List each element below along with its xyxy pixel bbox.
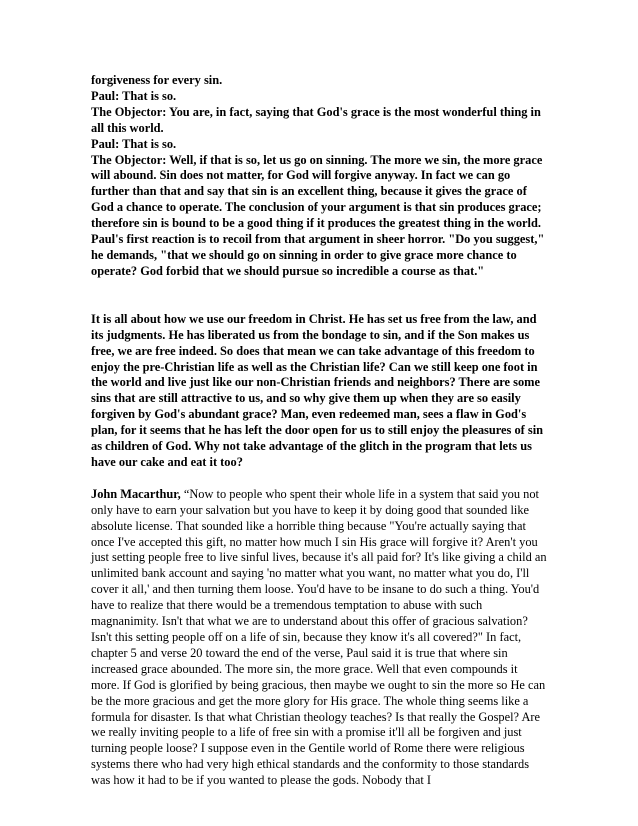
dialogue-line: Paul's first reaction is to recoil from that argument in sheer horror. "Do you suggest," he demands, "that we should go on sinning in order to give grace more chance to operate? God forbid that we should pursue so incredible a course as that." <box>91 232 545 278</box>
dialogue-line: Paul: That is so. <box>91 88 177 103</box>
document-page <box>91 73 549 789</box>
quote-text: “Now to people who spent their whole life in a system that said you not only have to earn your salvation but you have to keep it by doing good that sounded like absolute license. That sounded like a horrible thing because "You're actually saying that once I've accepted this gift, no matter how much I sin His grace will forgive it? Aren't you just setting people free to live sinful lives, because it's all paid for? It's like giving a child an unlimited bank account and saying 'no matter what you want, no matter what you do, I'll cover it all,' and then turning them loose. You'd have to be insane to do such a thing. You'd have to realize that there would be a tremendous temptation to abuse with such magnanimity. Isn't that what we are to understand about this offer of gracious salvation? Isn't this setting people off on a life of sin, because they know it's all covered?" In fact, chapter 5 and verse 20 toward the end of the verse, Paul said it is true that where sin increased grace abounded. The more sin, the more grace. Well that even compounds it more. If God is glorified by being gracious, then maybe we ought to sin the more so He can be the more gracious and get the more glory for His grace. The whole thing seems like a formula for disaster. Is that what Christian theology teaches? Is that really the Gospel? Are we really inviting people to a life of free sin with a promise it'll all be forgiven and just turning people loose? I suppose even in the Gentile world of Rome there were religious systems there who had very high ethical standards and the conformity to those standards was how it had to be if you wanted to please the gods. Nobody that I <box>91 486 547 788</box>
dialogue-line: The Objector: You are, in fact, saying that God's grace is the most wonderful thing in all this world. <box>91 104 541 135</box>
paragraph-freedom: It is all about how we use our freedom in Christ. He has set us free from the law, and its judgments. He has liberated us from the bondage to sin, and if the Son makes us free, we are free indeed. So does that mean we can take advantage of this freedom to enjoy the pre-Christian life as well as the Christian life? Can we still keep one foot in the world and live just like our non-Christian friends and neighbors? There are some sins that are still attractive to us, and so why give them up when they are so easily forgiven by God's abundant grace? Man, even redeemed man, sees a flaw in God's plan, for it seems that he has left the door open for us to still enjoy the pleasures of sin as children of God. Why not take advantage of the glitch in the program that lets us have our cake and eat it too? <box>91 311 544 469</box>
dialogue-line: Paul: That is so. <box>91 136 177 151</box>
dialogue-line: The Objector: Well, if that is so, let us go on sinning. The more we sin, the more grace will abound. Sin does not matter, for God will forgive anyway. In fact we can go further than that and say that sin is an excellent thing, because it gives the grace of God a chance to operate. The conclusion of your argument is that sin produces grace; therefore sin is bound to be a good thing if it produces the greatest thing in the world. <box>91 152 543 231</box>
paragraph-gap <box>91 280 549 312</box>
paragraph-gap <box>91 471 549 487</box>
paragraph-macarthur-quote <box>91 487 549 789</box>
quote-speaker: John Macarthur, <box>91 486 181 501</box>
dialogue-line: forgiveness for every sin. <box>91 73 223 87</box>
